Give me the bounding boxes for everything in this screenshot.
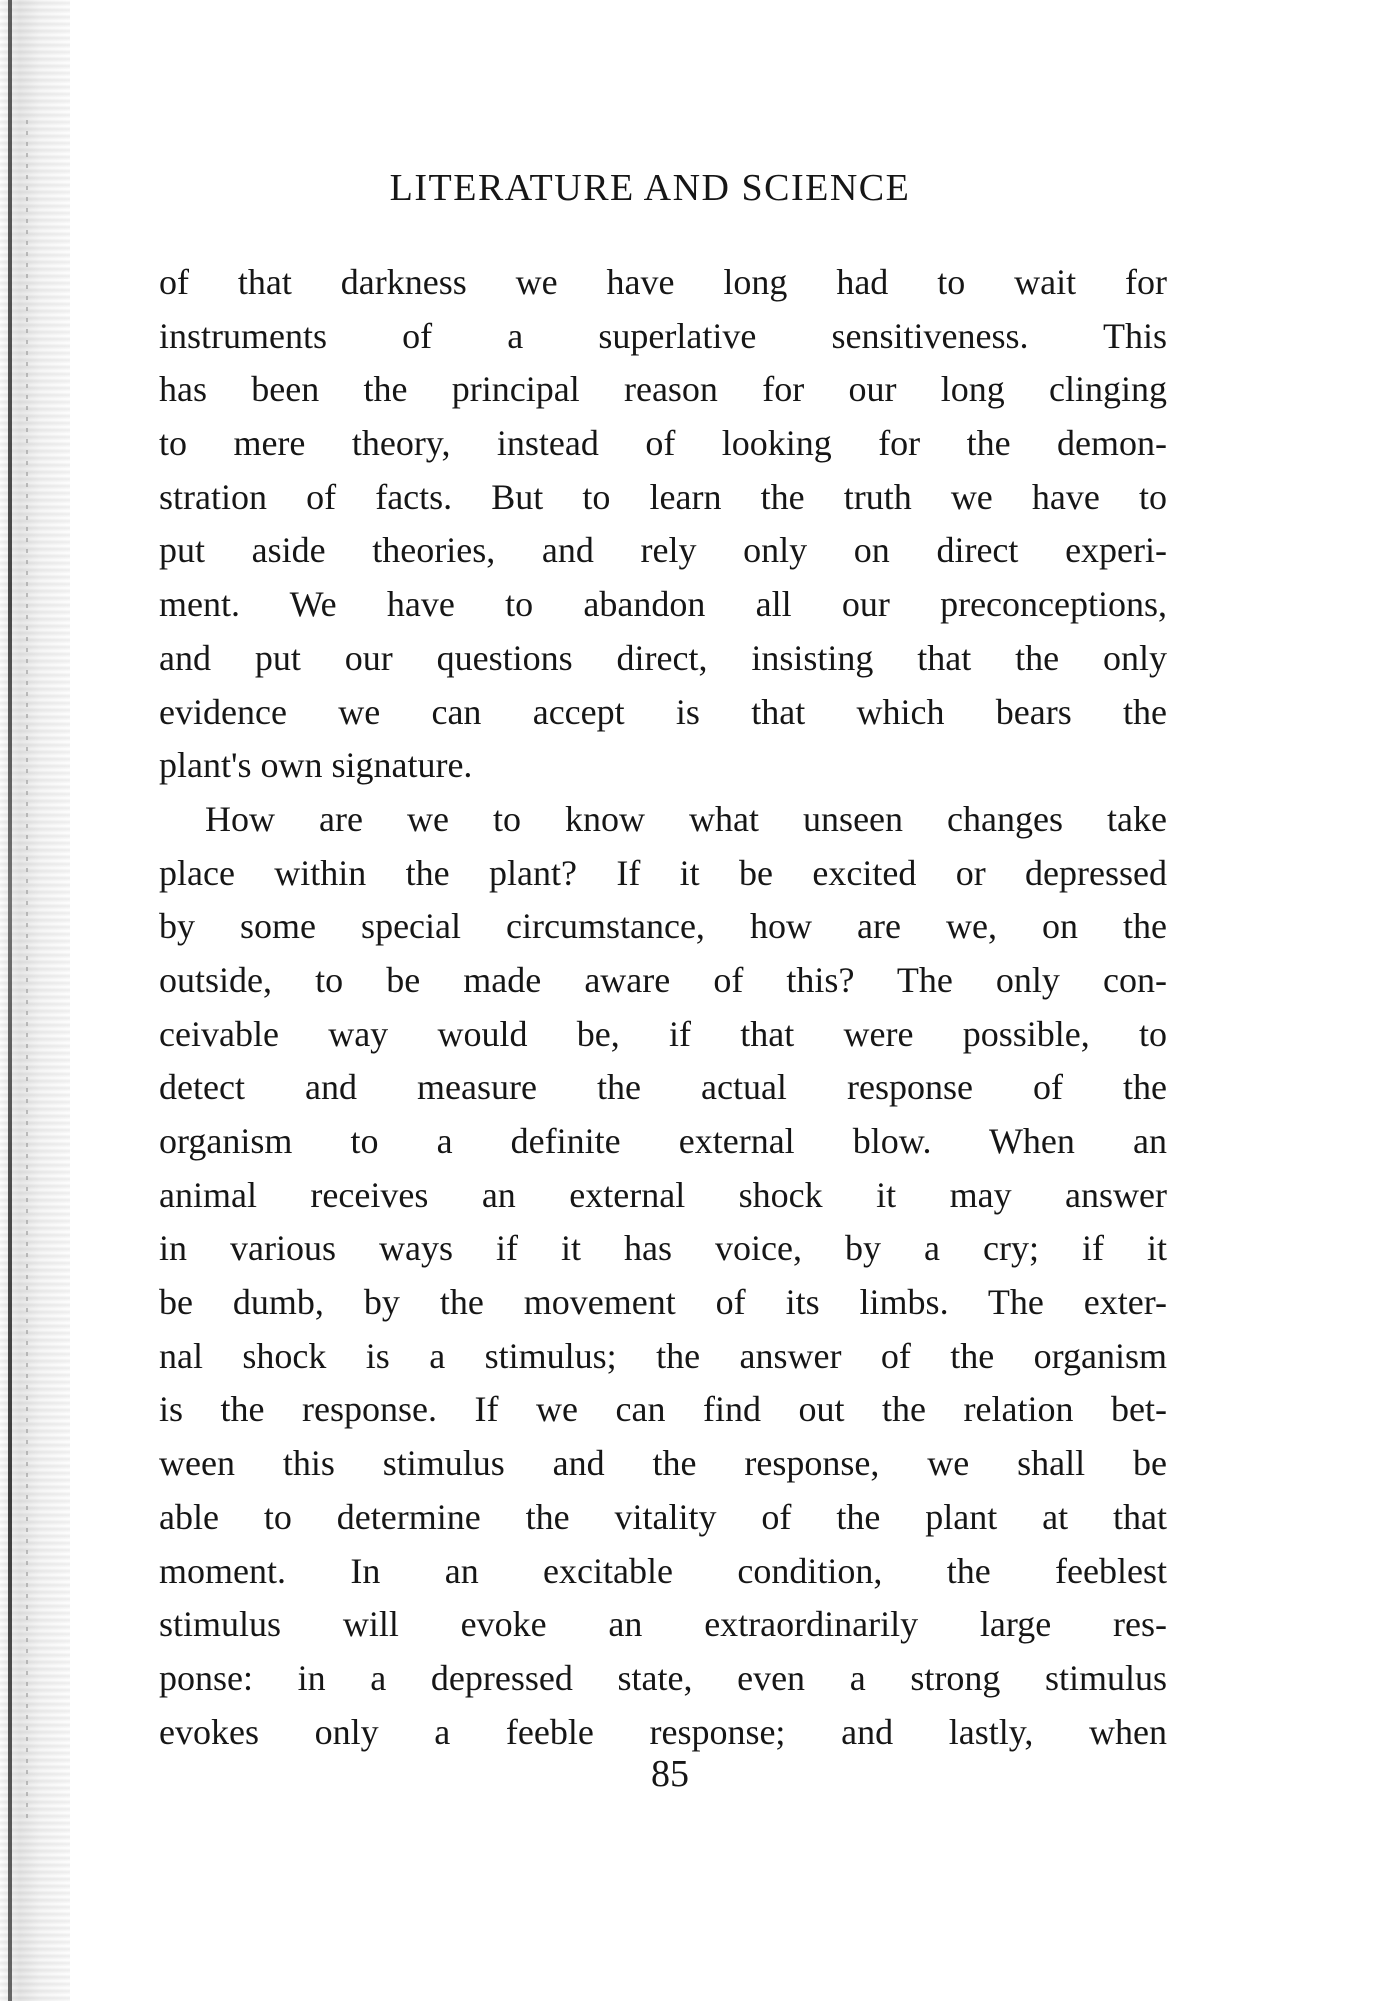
text-line: be dumb, by the movement of its limbs. The exter- bbox=[159, 1282, 1167, 1323]
text-line: nal shock is a stimulus; the answer of the organism bbox=[159, 1335, 1167, 1376]
text-line: ween this stimulus and the response, we shall be bbox=[159, 1443, 1167, 1484]
text-line: stimulus will evoke an extraordinarily large res- bbox=[159, 1604, 1167, 1645]
text-line: instruments of a superlative sensitiveness. This bbox=[159, 315, 1167, 356]
text-line: and put our questions direct, insisting that the only bbox=[159, 637, 1167, 678]
text-line: put aside theories, and rely only on direct experi- bbox=[159, 530, 1167, 571]
text-line: evidence we can accept is that which bears the bbox=[159, 691, 1167, 732]
text-line: evokes only a feeble response; and lastly, when bbox=[159, 1711, 1167, 1752]
text-line: in various ways if it has voice, by a cry; if it bbox=[159, 1228, 1167, 1269]
page-text-body bbox=[159, 256, 1167, 1759]
text-line: How are we to know what unseen changes take bbox=[205, 798, 1167, 839]
text-line: stration of facts. But to learn the truth we have to bbox=[159, 476, 1167, 517]
text-line: organism to a definite external blow. When an bbox=[159, 1121, 1167, 1161]
page-number: 85 bbox=[651, 1753, 689, 1795]
running-head: LITERATURE AND SCIENCE bbox=[389, 167, 911, 209]
text-line: of that darkness we have long had to wait for bbox=[159, 262, 1167, 302]
text-line: detect and measure the actual response of the bbox=[159, 1067, 1167, 1108]
text-line: outside, to be made aware of this? The only con- bbox=[159, 959, 1167, 1000]
text-line: animal receives an external shock it may answer bbox=[159, 1174, 1167, 1215]
binding-shadow-line bbox=[8, 0, 12, 2001]
text-line: ceivable way would be, if that were possible, to bbox=[159, 1013, 1167, 1054]
text-line: has been the principal reason for our long clinging bbox=[159, 369, 1167, 410]
text-line: moment. In an excitable condition, the feeblest bbox=[159, 1550, 1167, 1591]
text-line: by some special circumstance, how are we, on the bbox=[159, 906, 1167, 947]
text-line: is the response. If we can find out the relation bet- bbox=[159, 1389, 1167, 1430]
text-line: place within the plant? If it be excited or depressed bbox=[159, 852, 1167, 893]
text-line: to mere theory, instead of looking for the demon- bbox=[159, 423, 1167, 464]
text-line: plant's own signature. bbox=[159, 745, 473, 786]
binding-dotted-line bbox=[26, 120, 28, 1820]
text-line: ponse: in a depressed state, even a strong stimulus bbox=[159, 1657, 1167, 1698]
text-line: able to determine the vitality of the plant at that bbox=[159, 1496, 1167, 1537]
text-line: ment. We have to abandon all our preconceptions, bbox=[159, 584, 1167, 625]
